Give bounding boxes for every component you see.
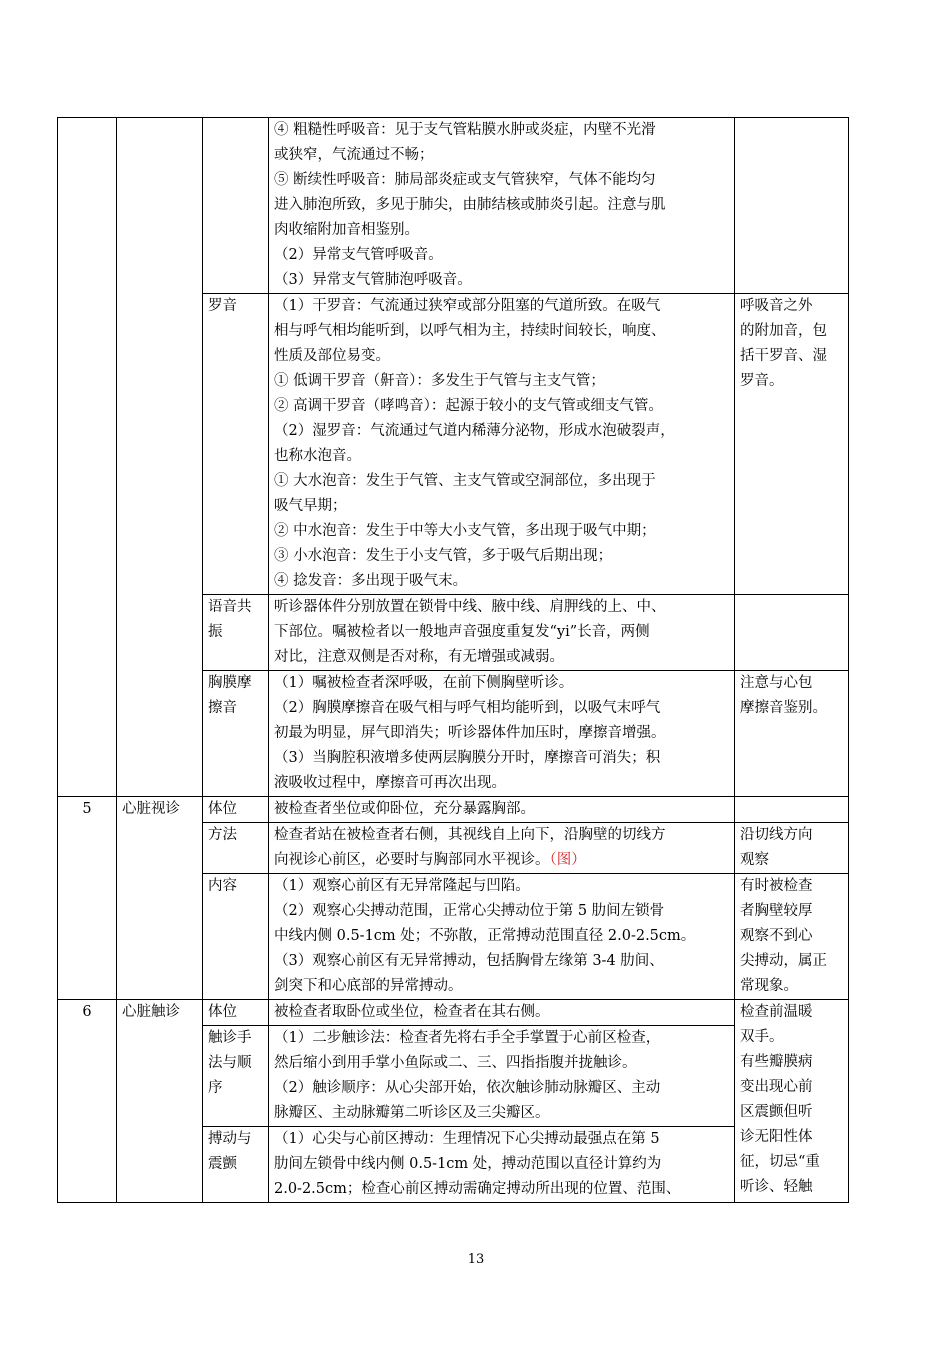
item-cell xyxy=(203,1127,269,1203)
note-line: 沿切线方向 xyxy=(740,827,813,843)
note-line: 括干罗音、湿 xyxy=(740,348,827,364)
note-line: 征，切忌“重 xyxy=(740,1154,820,1170)
content-cell xyxy=(269,797,735,823)
section-title: 心脏触诊 xyxy=(117,1000,203,1203)
note-line: 变出现心前 xyxy=(740,1079,813,1095)
content-line: 被检查者坐位或仰卧位，充分暴露胸部。 xyxy=(274,801,535,817)
item-label: 搏动与 xyxy=(208,1131,252,1147)
content-line: （3）观察心前区有无异常搏动，包括胸骨左缘第 3-4 肋间、 xyxy=(274,953,664,969)
content-line: 检查者站在被检查者右侧，其视线自上向下，沿胸壁的切线方 xyxy=(274,827,666,843)
content-line: 或狭窄，气流通过不畅； xyxy=(274,147,434,163)
content-cell xyxy=(269,1026,735,1127)
note-line: 检查前温暖 xyxy=(740,1004,813,1020)
item-cell xyxy=(203,1000,269,1026)
note-line: 注意与心包 xyxy=(740,675,813,691)
content-line: ③ 小水泡音：发生于小支气管，多于吸气后期出现； xyxy=(274,548,613,564)
content-line: 液吸收过程中，摩擦音可再次出现。 xyxy=(274,775,506,791)
item-cell xyxy=(203,823,269,874)
content-line: （2）异常支气管呼吸音。 xyxy=(274,247,443,263)
note-line: 区震颤但听 xyxy=(740,1104,813,1120)
content-line: ① 大水泡音：发生于气管、主支气管或空洞部位，多出现于 xyxy=(274,473,656,489)
item-label: 方法 xyxy=(208,827,237,843)
content-line: （3）当胸腔积液增多使两层胸膜分开时，摩擦音可消失；积 xyxy=(274,750,661,766)
content-line: （1）干罗音：气流通过狭窄或部分阻塞的气道所致。在吸气 xyxy=(274,298,661,314)
page-number: 13 xyxy=(467,1252,485,1267)
content-cell xyxy=(269,823,735,874)
note-line: 双手。 xyxy=(740,1029,784,1045)
content-line: 2.0-2.5cm；检查心前区搏动需确定搏动所出现的位置、范围、 xyxy=(274,1181,681,1197)
num-cell xyxy=(58,118,117,797)
content-line: 然后缩小到用手掌小鱼际或二、三、四指指腹并拢触诊。 xyxy=(274,1055,637,1071)
section-cell xyxy=(117,118,203,797)
item-label: 触诊手 xyxy=(208,1030,252,1046)
note-cell xyxy=(735,874,849,1000)
content-line: （2）湿罗音：气流通过气道内稀薄分泌物，形成水泡破裂声， xyxy=(274,423,675,439)
content-line: 进入肺泡所致，多见于肺尖，由肺结核或肺炎引起。注意与肌 xyxy=(274,197,666,213)
note-cell xyxy=(735,1000,849,1203)
item-label: 序 xyxy=(208,1080,223,1096)
item-label: 胸膜摩 xyxy=(208,675,252,691)
item-cell xyxy=(203,1026,269,1127)
note-line: 观察 xyxy=(740,852,769,868)
item-label: 罗音 xyxy=(208,298,237,314)
item-cell xyxy=(203,797,269,823)
item-label: 内容 xyxy=(208,878,237,894)
item-label: 语音共 xyxy=(208,599,252,615)
content-line: 剑突下和心底部的异常搏动。 xyxy=(274,978,463,994)
item-cell xyxy=(203,671,269,797)
content-line: 肉收缩附加音相鉴别。 xyxy=(274,222,419,238)
content-line: （1）二步触诊法：检查者先将右手全手掌置于心前区检查， xyxy=(274,1030,661,1046)
content-line: ② 高调干罗音（哮鸣音）：起源于较小的支气管或细支气管。 xyxy=(274,398,663,414)
table-row xyxy=(58,118,849,294)
item-label: 擦音 xyxy=(208,700,237,716)
content-line: （1）嘱被检查者深呼吸，在前下侧胸壁听诊。 xyxy=(274,675,574,691)
note-line: 有些瓣膜病 xyxy=(740,1054,813,1070)
note-line: 呼吸音之外 xyxy=(740,298,813,314)
content-line: 相与呼气相均能听到，以呼气相为主，持续时间较长，响度、 xyxy=(274,323,666,339)
content-line: 对比，注意双侧是否对称，有无增强或减弱。 xyxy=(274,649,564,665)
content-line: （1）心尖与心前区搏动：生理情况下心尖搏动最强点在第 5 xyxy=(274,1131,660,1147)
note-line: 诊无阳性体 xyxy=(740,1129,813,1145)
content-line: ② 中水泡音：发生于中等大小支气管，多出现于吸气中期； xyxy=(274,523,656,539)
item-label: 法与顺 xyxy=(208,1055,252,1071)
item-cell xyxy=(203,874,269,1000)
content-line: 被检查者取卧位或坐位，检查者在其右侧。 xyxy=(274,1004,550,1020)
table-row xyxy=(58,1000,849,1026)
figure-link[interactable]: （图） xyxy=(549,852,586,868)
content-line: （1）观察心前区有无异常隆起与凹陷。 xyxy=(274,878,530,894)
item-label: 体位 xyxy=(208,801,237,817)
note-cell xyxy=(735,797,849,823)
content-line: 肋间左锁骨中线内侧 0.5-1cm 处，搏动范围以直径计算约为 xyxy=(274,1156,662,1172)
note-line: 常现象。 xyxy=(740,978,798,994)
content-line: 中线内侧 0.5-1cm 处；不弥散，正常搏动范围直径 2.0-2.5cm。 xyxy=(274,928,696,944)
note-line: 摩擦音鉴别。 xyxy=(740,700,827,716)
note-line: 尖搏动，属正 xyxy=(740,953,827,969)
note-line: 有时被检查 xyxy=(740,878,813,894)
item-label: 震颤 xyxy=(208,1156,237,1172)
item-cell xyxy=(203,595,269,671)
note-cell xyxy=(735,118,849,294)
content-line: ⑤ 断续性呼吸音：肺局部炎症或支气管狭窄，气体不能均匀 xyxy=(274,172,656,188)
item-label: 体位 xyxy=(208,1004,237,1020)
table-row xyxy=(58,797,849,823)
content-line: （2）触诊顺序：从心尖部开始，依次触诊肺动脉瓣区、主动 xyxy=(274,1080,661,1096)
item-cell xyxy=(203,118,269,294)
note-line: 听诊、轻触 xyxy=(740,1179,813,1195)
section-number: 5 xyxy=(58,797,117,1000)
section-title: 心脏视诊 xyxy=(117,797,203,1000)
note-cell xyxy=(735,823,849,874)
note-line: 观察不到心 xyxy=(740,928,813,944)
content-cell xyxy=(269,595,735,671)
note-cell xyxy=(735,294,849,595)
exam-table xyxy=(57,117,849,1203)
content-line: 吸气早期； xyxy=(274,498,347,514)
content-line: ④ 捻发音：多出现于吸气末。 xyxy=(274,573,468,589)
content-line: 脉瓣区、主动脉瓣第二听诊区及三尖瓣区。 xyxy=(274,1105,550,1121)
note-line: 的附加音，包 xyxy=(740,323,827,339)
content-line: 下部位。嘱被检者以一般地声音强度重复发“yi”长音，两侧 xyxy=(274,624,650,640)
content-line: 初最为明显，屏气即消失；听诊器体件加压时，摩擦音增强。 xyxy=(274,725,666,741)
note-line: 者胸壁较厚 xyxy=(740,903,813,919)
content-cell xyxy=(269,874,735,1000)
note-cell xyxy=(735,671,849,797)
note-cell xyxy=(735,595,849,671)
content-cell xyxy=(269,671,735,797)
content-line: （2）胸膜摩擦音在吸气相与呼气相均能听到，以吸气末呼气 xyxy=(274,700,661,716)
content-cell xyxy=(269,1000,735,1026)
content-line: 也称水泡音。 xyxy=(274,448,361,464)
section-number: 6 xyxy=(58,1000,117,1203)
content-cell xyxy=(269,294,735,595)
content-line: ④ 粗糙性呼吸音：见于支气管粘膜水肿或炎症，内壁不光滑 xyxy=(274,122,656,138)
content-line: （3）异常支气管肺泡呼吸音。 xyxy=(274,272,472,288)
content-line: 听诊器体件分别放置在锁骨中线、腋中线、肩胛线的上、中、 xyxy=(274,599,666,615)
item-cell xyxy=(203,294,269,595)
note-line: 罗音。 xyxy=(740,373,784,389)
content-line: （2）观察心尖搏动范围，正常心尖搏动位于第 5 肋间左锁骨 xyxy=(274,903,665,919)
content-line: ① 低调干罗音（鼾音）：多发生于气管与主支气管； xyxy=(274,373,605,389)
content-cell xyxy=(269,118,735,294)
content-cell xyxy=(269,1127,735,1203)
item-label: 振 xyxy=(208,624,223,640)
content-line: 向视诊心前区，必要时与胸部同水平视诊。（图） xyxy=(274,852,586,868)
content-line: 性质及部位易变。 xyxy=(274,348,390,364)
